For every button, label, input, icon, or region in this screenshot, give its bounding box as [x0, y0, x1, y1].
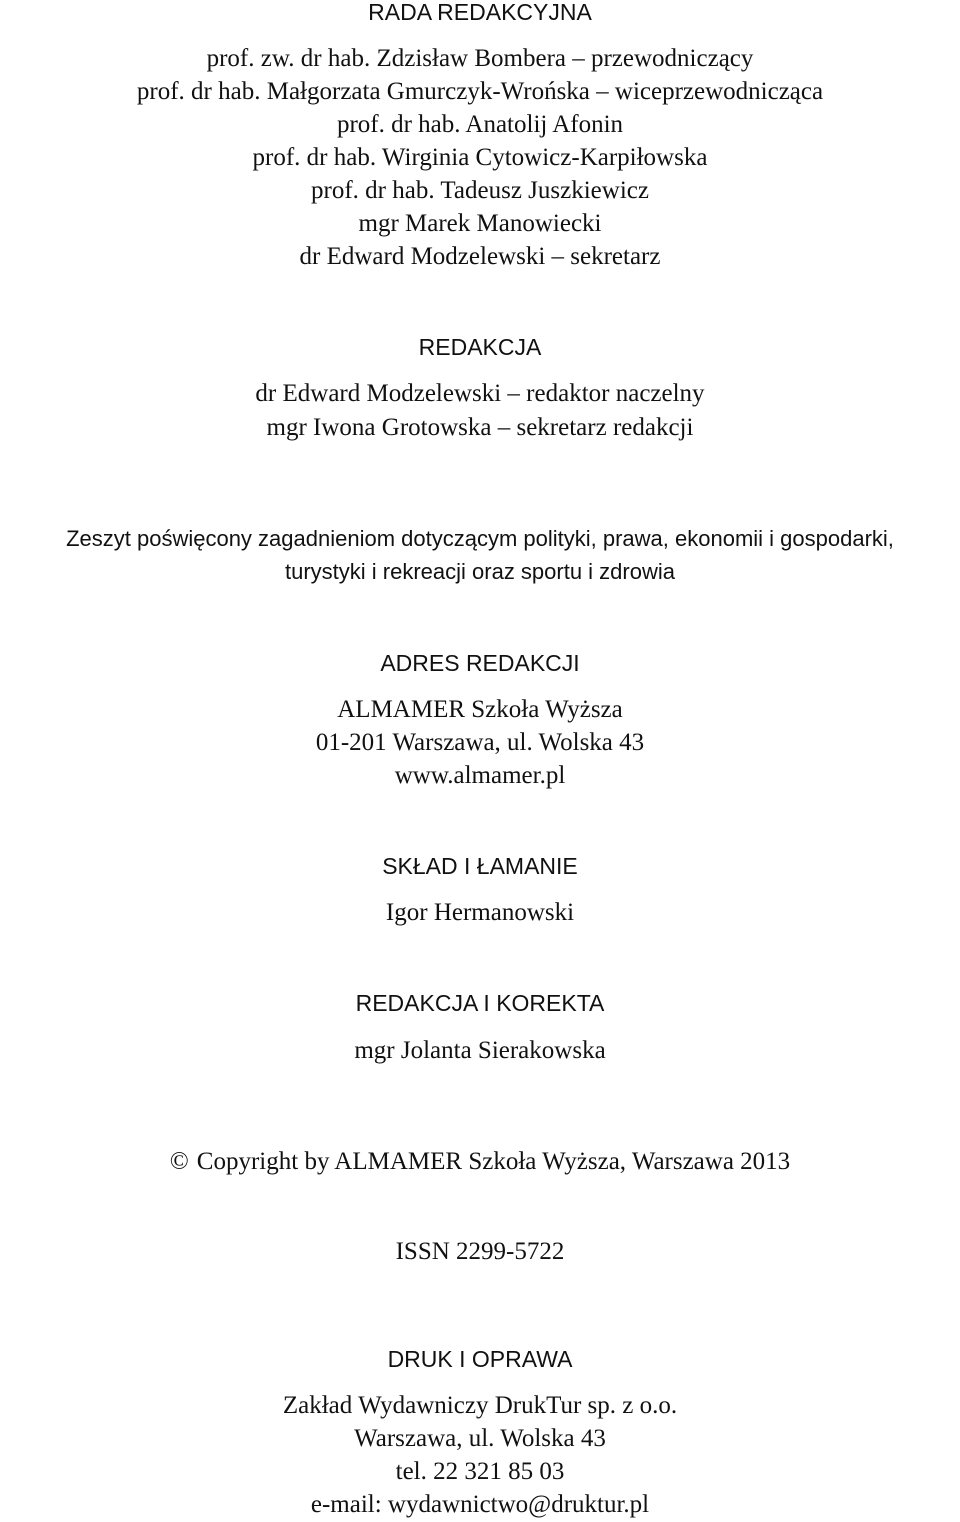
rada-member: prof. dr hab. Wirginia Cytowicz-Karpiłowska — [252, 144, 708, 171]
copyright-text: Copyright by ALMAMER Szkoła Wyższa, Warszawa 2013 — [196, 1148, 791, 1175]
sklad-name: Igor Hermanowski — [385, 899, 575, 926]
druk-line: Zakład Wydawniczy DrukTur sp. z o.o. — [282, 1392, 678, 1419]
druk-line: Warszawa, ul. Wolska 43 — [354, 1425, 606, 1452]
rada-member: prof. zw. dr hab. Zdzisław Bombera – przewodniczący — [206, 45, 754, 72]
rada-member: mgr Marek Manowiecki — [358, 210, 602, 237]
copyright-icon: © — [169, 1148, 189, 1175]
redakcja-member: dr Edward Modzelewski – redaktor naczelny — [255, 380, 705, 407]
rada-member: prof. dr hab. Anatolij Afonin — [336, 111, 624, 138]
druk-heading: DRUK I OPRAWA — [387, 1346, 573, 1372]
zeszyt-description-line: turystyki i rekreacji oraz sportu i zdrowia — [284, 559, 675, 584]
korekta-name: mgr Jolanta Sierakowska — [354, 1037, 606, 1064]
rada-member: prof. dr hab. Małgorzata Gmurczyk-Wrońska – wiceprzewodnicząca — [136, 78, 824, 105]
korekta-heading: REDAKCJA I KOREKTA — [355, 990, 605, 1016]
issn: ISSN 2299-5722 — [395, 1238, 565, 1265]
druk-email: e-mail: wydawnictwo@druktur.pl — [310, 1491, 650, 1518]
redakcja-member: mgr Iwona Grotowska – sekretarz redakcji — [266, 414, 694, 441]
sklad-heading: SKŁAD I ŁAMANIE — [382, 853, 578, 879]
copyright-line — [0, 1145, 960, 1179]
rada-member: prof. dr hab. Tadeusz Juszkiewicz — [311, 177, 649, 204]
redakcja-heading: REDAKCJA — [418, 334, 542, 360]
adres-line: ALMAMER Szkoła Wyższa — [337, 696, 623, 723]
adres-line: 01-201 Warszawa, ul. Wolska 43 — [315, 729, 645, 756]
adres-website: www.almamer.pl — [394, 762, 566, 789]
druk-phone: tel. 22 321 85 03 — [395, 1458, 565, 1485]
rada-heading: RADA REDAKCYJNA — [368, 0, 592, 25]
zeszyt-description-line: Zeszyt poświęcony zagadnieniom dotyczącym polityki, prawa, ekonomii i gospodarki, — [66, 526, 894, 551]
adres-heading: ADRES REDAKCJI — [380, 650, 580, 676]
rada-member: dr Edward Modzelewski – sekretarz — [299, 243, 661, 270]
